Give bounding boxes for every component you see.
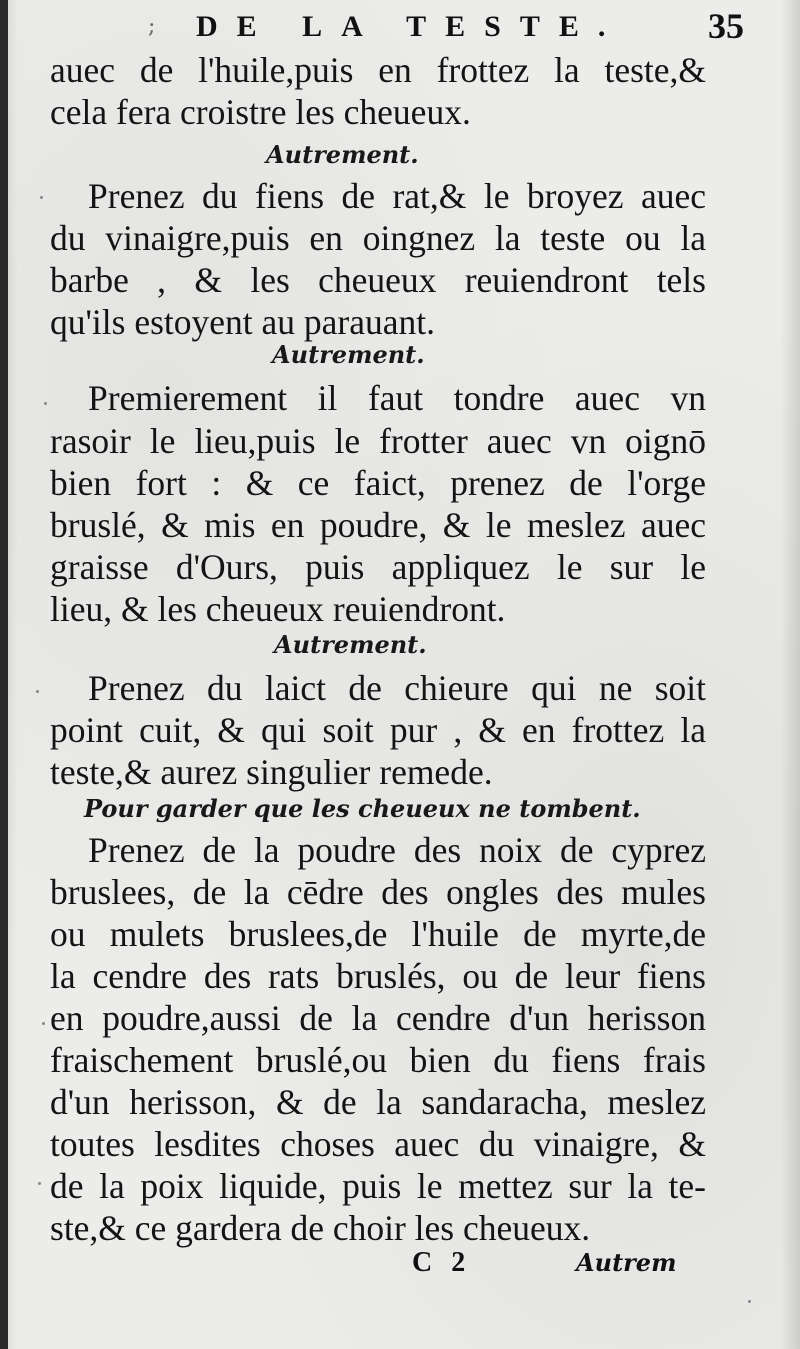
text-line: fraischement bruslé,ou bien du fiens frais (50, 1040, 706, 1080)
text-line: auec de l'huile,puis en frottez la teste,& (50, 50, 706, 90)
text-line: la cendre des rats bruslés, ou de leur fiens (50, 956, 706, 996)
text-line: ste,& ce gardera de choir les cheueux. (50, 1208, 591, 1248)
text-line: Prenez du laict de chieure qui ne soit (88, 668, 706, 708)
page-number: 35 (708, 6, 744, 46)
text-line: point cuit, & qui soit pur , & en frottez la (50, 710, 706, 750)
paper-speck (38, 1182, 41, 1185)
signature-mark: C 2 (412, 1247, 472, 1278)
text-line: cela fera croistre les cheueux. (50, 92, 471, 132)
page-gutter-shadow (0, 0, 8, 1349)
text-line: teste,& aurez singulier remede. (50, 752, 493, 792)
header-ornament: ; (148, 14, 156, 39)
text-line: rasoir le lieu,puis le frotter auec vn oignō (50, 421, 706, 461)
text-line: bien fort : & ce faict, prenez de l'orge (50, 463, 706, 503)
text-line: toutes lesdites choses auec du vinaigre, & (50, 1124, 706, 1164)
text-line: qu'ils estoyent au parauant. (50, 302, 435, 342)
catchword: Autrem (576, 1248, 677, 1277)
paper-speck (44, 402, 47, 405)
section-heading: Autrement. (266, 140, 419, 169)
section-heading: Autrement. (272, 340, 425, 369)
text-line: bruslé, & mis en poudre, & le meslez auec (50, 505, 706, 545)
text-line: Prenez du fiens de rat,& le broyez auec (88, 176, 706, 216)
section-heading: Pour garder que les cheueux ne tombent. (84, 794, 641, 823)
text-line: de la poix liquide, puis le mettez sur la te- (50, 1166, 706, 1206)
text-line: en poudre,aussi de la cendre d'un herisson (50, 998, 706, 1038)
text-line: Prenez de la poudre des noix de cyprez (88, 830, 706, 870)
text-line: Premierement il faut tondre auec vn (88, 378, 706, 418)
text-line: ou mulets bruslees,de l'huile de myrte,de (50, 914, 706, 954)
running-header (0, 4, 800, 50)
running-title: DE LA TESTE. (196, 10, 625, 43)
text-line: d'un herisson, & de la sandaracha, meslez (50, 1082, 706, 1122)
paper-speck (40, 196, 43, 199)
paper-speck (748, 1300, 751, 1303)
text-line: bruslees, de la cēdre des ongles des mules (50, 872, 706, 912)
text-line: barbe , & les cheueux reuiendront tels (50, 260, 706, 300)
text-line: du vinaigre,puis en oingnez la teste ou la (50, 218, 706, 258)
text-line: graisse d'Ours, puis appliquez le sur le (50, 547, 706, 587)
paper-speck (42, 1022, 45, 1025)
paper-speck (36, 690, 39, 693)
text-line: lieu, & les cheueux reuiendront. (50, 589, 506, 629)
section-heading: Autrement. (274, 630, 427, 659)
